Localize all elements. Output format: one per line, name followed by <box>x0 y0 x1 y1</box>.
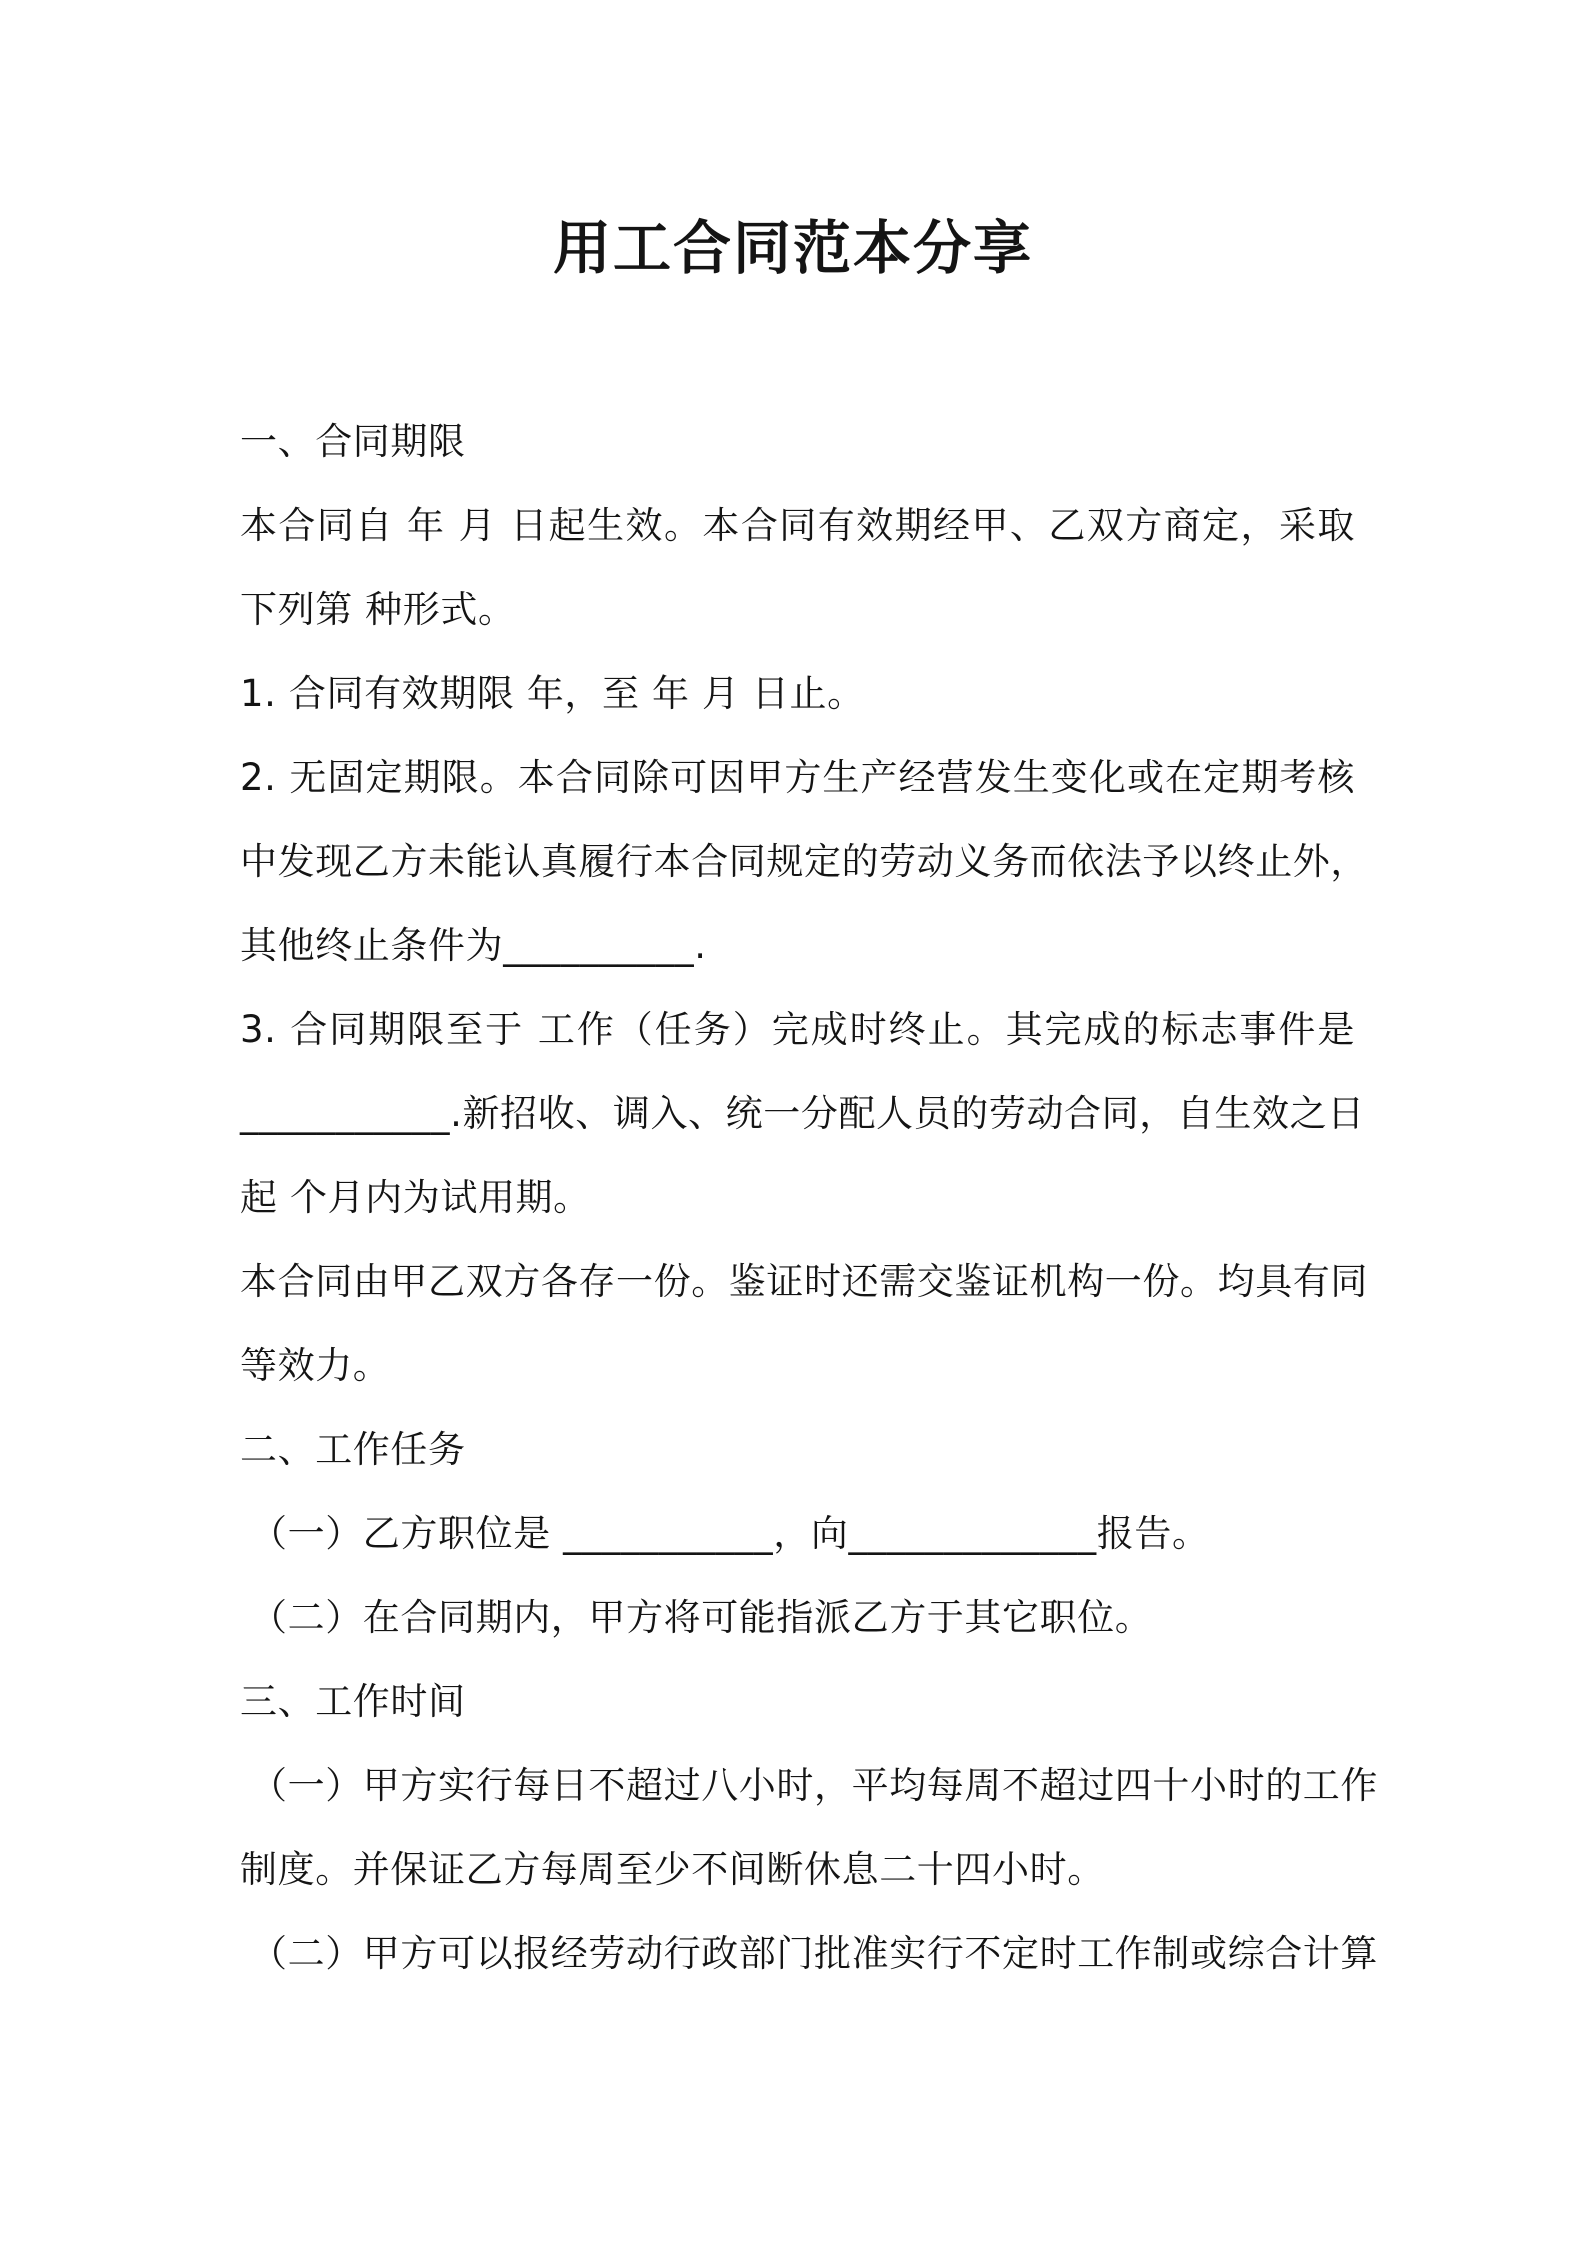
paragraph-line: 等效力。 <box>240 1344 391 1387</box>
clause-line: （二）在合同期内，甲方将可能指派乙方于其它职位。 <box>250 1596 1153 1639</box>
clause-line: （一）甲方实行每日不超过八小时，平均每周不超过四十小时的工作 <box>250 1764 1378 1807</box>
paragraph-line: 其他终止条件为__________. <box>240 924 707 967</box>
paragraph-line: 制度。并保证乙方每周至少不间断休息二十四小时。 <box>240 1848 1105 1891</box>
section-heading-contract-term: 一、合同期限 <box>240 420 466 463</box>
paragraph-line: ___________.新招收、调入、统一分配人员的劳动合同，自生效之日 <box>240 1092 1365 1135</box>
clause-line: 1. 合同有效期限 年，至 年 月 日止。 <box>240 672 865 715</box>
document-title: 用工合同范本分享 <box>552 214 1033 282</box>
document-body <box>240 400 1378 1996</box>
clause-line: 3. 合同期限至于 工作（任务）完成时终止。其完成的标志事件是 <box>240 1008 1355 1051</box>
clause-line: （一）乙方职位是 ___________，向_____________报告。 <box>250 1512 1210 1555</box>
section-heading-work-tasks: 二、工作任务 <box>240 1428 466 1471</box>
section-heading-working-hours: 三、工作时间 <box>240 1680 466 1723</box>
paragraph-line: 本合同由甲乙双方各存一份。鉴证时还需交鉴证机构一份。均具有同 <box>240 1260 1368 1303</box>
paragraph-line: 起 个月内为试用期。 <box>240 1176 591 1219</box>
paragraph-line: 下列第 种形式。 <box>240 588 516 631</box>
paragraph-line: 本合同自 年 月 日起生效。本合同有效期经甲、乙双方商定，采取 <box>240 504 1355 547</box>
clause-line: （二）甲方可以报经劳动行政部门批准实行不定时工作制或综合计算 <box>250 1932 1378 1975</box>
paragraph-line: 中发现乙方未能认真履行本合同规定的劳动义务而依法予以终止外， <box>240 840 1368 883</box>
clause-line: 2. 无固定期限。本合同除可因甲方生产经营发生变化或在定期考核 <box>240 756 1355 799</box>
